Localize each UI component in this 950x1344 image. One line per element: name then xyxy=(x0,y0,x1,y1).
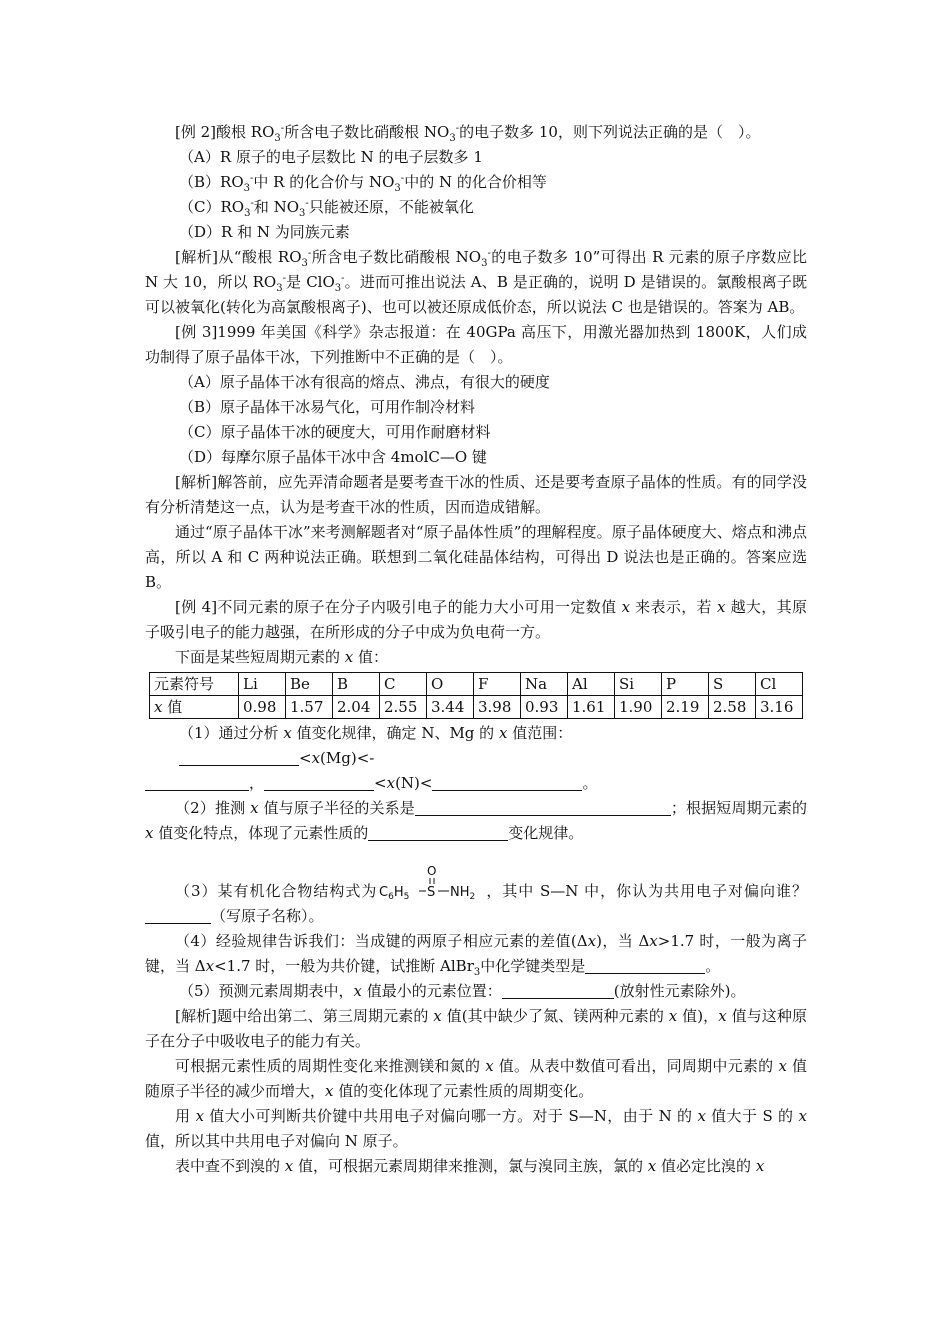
table-cell: 2.19 xyxy=(662,696,709,719)
ex2-analysis: [解析]从“酸根 $RO_3^-$所含电子数比硝酸根 $NO_3^-$的电子数多 10”可得出 R 元素的原子序数应比 N 大 10，所以 $RO_3^-$是 ClO$_3$-。进而可推出说法 A、B 是正确的，说明 D 是错误的。氯酸根离子既可以被氧化(转化为高氯酸根离子)、也可以被还原成低价态，所以说法 C 也是错误的。答案为 AB。 xyxy=(145,248,808,316)
table-cell: 3.16 xyxy=(756,696,803,719)
formula-left: $C_6H_5$ xyxy=(379,885,410,902)
table-cell: Si xyxy=(615,673,662,696)
table-header-x-value: x 值 xyxy=(150,696,239,719)
ex3-stem: [例 3]1999 年美国《科学》杂志报道：在 40GPa 高压下，用激光器加热到 1800K，人们成功制得了原子晶体干冰，下列推断中不正确的是（ ）。 xyxy=(145,323,807,366)
ex4-stem: [例 4]不同元素的原子在分子内吸引电子的能力大小可用一定数值 x 来表示，若 x 越大，其原子吸引电子的能力越强，在所形成的分子中成为负电荷一方。 xyxy=(145,598,807,641)
table-cell: Cl xyxy=(756,673,803,696)
table-row-symbols xyxy=(150,673,803,696)
formula-s: S xyxy=(427,885,436,900)
table-cell: O xyxy=(427,673,474,696)
structural-formula xyxy=(379,862,483,902)
ex3-option-c: （C）原子晶体干冰的硬度大，可用作耐磨材料 xyxy=(179,423,491,441)
answer-blank[interactable] xyxy=(179,749,299,766)
formula-right: $NH_2$ xyxy=(450,885,476,902)
answer-blank[interactable] xyxy=(432,774,582,791)
ex3-option-a: （A）原子晶体干冰有很高的熔点、沸点，有很大的硬度 xyxy=(179,373,550,391)
ex2-option-b: $(B)RO_3^-$中 R 的化合价与 $NO_3^-$中的 N 的化合价相等 xyxy=(179,173,547,194)
answer-blank[interactable] xyxy=(368,824,508,841)
table-cell: C xyxy=(380,673,427,696)
answer-blank[interactable] xyxy=(264,774,374,791)
answer-blank[interactable] xyxy=(145,774,249,791)
ex4-analysis-1: [解析]题中给出第二、第三周期元素的 x 值(其中缺少了氮、镁两种元素的 x 值)，x 值与这种原子在分子中吸收电子的能力有关。 xyxy=(145,1007,807,1050)
ex4-analysis-4: 表中查不到溴的 x 值，可根据元素周期律来推测，氯与溴同主族，氯的 x 值必定比溴的 x xyxy=(175,1157,765,1175)
ex4-analysis-3: 用 x 值大小可判断共价键中共用电子对偏向哪一方。对于 S—N，由于 N 的 x 值大于 S 的 x 值，所以其中共用电子对偏向 N 原子。 xyxy=(145,1107,807,1150)
table-row-values xyxy=(150,696,803,719)
answer-blank[interactable] xyxy=(145,907,211,924)
ex3-analysis-1: [解析]解答前，应先弄清命题者是要考查干冰的性质、还是要考查原子晶体的性质。有的同学没有分析清楚这一点，认为是考查干冰的性质，因而造成错解。 xyxy=(145,473,807,516)
table-cell: 0.98 xyxy=(239,696,286,719)
table-cell: 2.55 xyxy=(380,696,427,719)
answer-blank[interactable] xyxy=(415,799,671,816)
ex4-question-5: （5）预测元素周期表中，x 值最小的元素位置： (放射性元素除外)。 xyxy=(179,982,746,1000)
formula-o: O xyxy=(427,864,437,878)
table-cell: 1.57 xyxy=(286,696,333,719)
ex4-question-1: （1）通过分析 x 值变化规律，确定 N、Mg 的 x 值范围： xyxy=(179,724,573,742)
table-cell: 1.90 xyxy=(615,696,662,719)
table-cell: Al xyxy=(568,673,615,696)
table-cell: Li xyxy=(239,673,286,696)
table-header-symbol: 元素符号 xyxy=(150,673,239,696)
ex4-question-2: （2）推测 x 值与原子半径的关系是 ；根据短周期元素的 x 值变化特点，体现了元素性质的 变化规律。 xyxy=(145,799,807,842)
answer-blank[interactable] xyxy=(585,957,705,974)
ex4-analysis-2: 可根据元素性质的周期性变化来推测镁和氮的 x 值。从表中数值可看出，同周期中元素的 x 值随原子半径的减少而增大，x 值的变化体现了元素性质的周期变化。 xyxy=(145,1057,807,1100)
svg-text:C6H5 xyxy=(379,885,409,902)
document-page xyxy=(145,120,807,1179)
table-cell: P xyxy=(662,673,709,696)
structural-formula-svg xyxy=(379,862,483,902)
ex4-table-intro: 下面是某些短周期元素的 x 值： xyxy=(175,648,389,666)
ex4-question-1-line-2: ， <x(N)< 。 xyxy=(145,771,807,796)
table-cell: 3.44 xyxy=(427,696,474,719)
table-cell: F xyxy=(474,673,521,696)
table-cell: Be xyxy=(286,673,333,696)
ex4-question-3: （3）某有机化合物结构式为 $C_6H_5$ S O $NH_2$ ，其中 S—N 中，你认为共用电子对偏向谁？（写原子名称）。 xyxy=(145,862,807,929)
ex3-option-d: （D）每摩尔原子晶体干冰中含 4molC—O 键 xyxy=(179,448,487,466)
ex4-question-4: （4）经验规律告诉我们：当成键的两原子相应元素的差值(Δx)，当 Δx>1.7 时，一般为离子键，当 Δx<1.7 时，一般为共价键，试推断 AlBr$_3$中化学键类型是 。 xyxy=(145,932,808,978)
table-cell: 2.04 xyxy=(333,696,380,719)
ex4-question-1-line-1: <x(Mg)<- xyxy=(145,746,807,771)
ex3-analysis-2: 通过“原子晶体干冰”来考测解题者对“原子晶体性质”的理解程度。原子晶体硬度大、熔点和沸点高，所以 A 和 C 两种说法正确。联想到二氧化硅晶体结构，可得出 D 说法也是正确的。答案应选 B。 xyxy=(145,523,807,591)
table-cell: 1.61 xyxy=(568,696,615,719)
table-cell: 3.98 xyxy=(474,696,521,719)
ex2-option-d: （D）R 和 N 为同族元素 xyxy=(179,223,350,241)
ex3-option-b: （B）原子晶体干冰易气化，可用作制冷材料 xyxy=(179,398,476,416)
table-cell: B xyxy=(333,673,380,696)
table-cell: Na xyxy=(521,673,568,696)
ex2-option-a: （A）R 原子的电子层数比 N 的电子层数多 1 xyxy=(179,148,483,166)
answer-blank[interactable] xyxy=(502,982,614,999)
ex2-option-c: $(C)RO_3^-$和 $NO_3^-$只能被还原，不能被氧化 xyxy=(179,198,474,219)
ex2-stem: [例 2]酸根 $RO_3^-$所含电子数比硝酸根 $NO_3^-$的电子数多 10，则下列说法正确的是（ ）。 xyxy=(175,123,761,144)
table-cell: 2.58 xyxy=(709,696,756,719)
table-cell: 0.93 xyxy=(521,696,568,719)
electronegativity-table xyxy=(149,672,803,719)
table-cell: S xyxy=(709,673,756,696)
